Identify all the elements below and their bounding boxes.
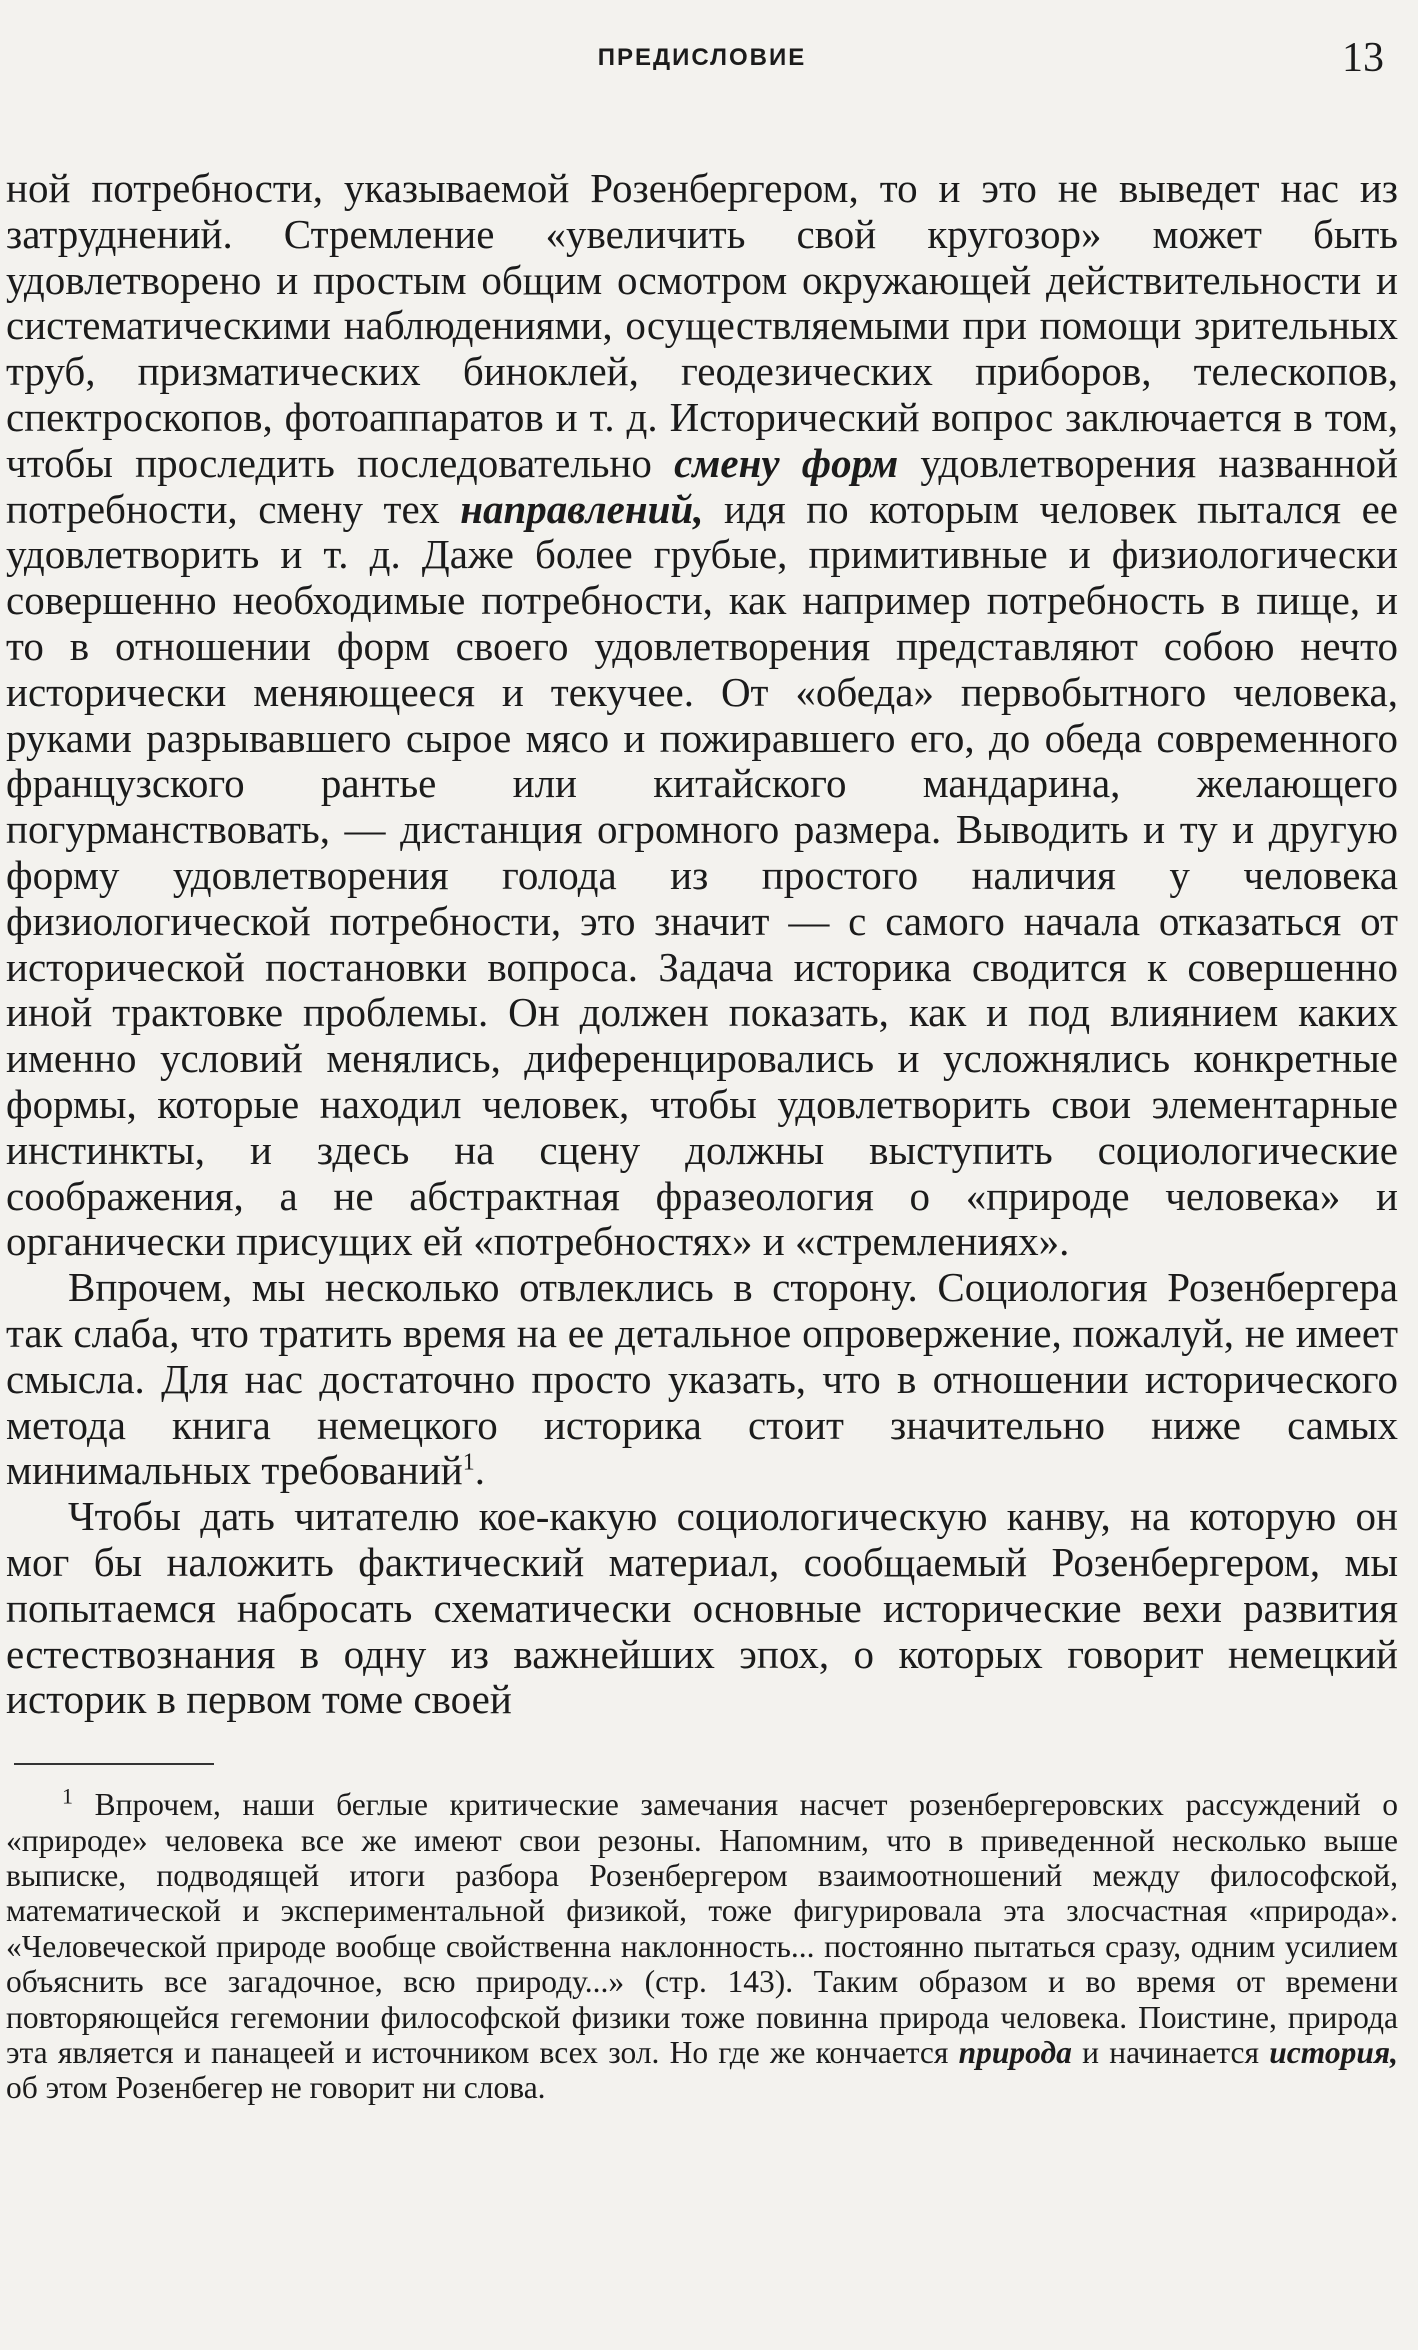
footnote-number: 1 [62,1783,73,1809]
footnote-divider [14,1763,214,1765]
emphasis-istoriya: история, [1269,2034,1398,2070]
paragraph-2: Впрочем, мы несколько отвлеклись в сторону. Социология Розенбергера так слаба, что тратить время на ее детальное опровержение, пожалуй, не имеет смысла. Для нас достаточно просто указать, что в отношении исторического метода книга немецкого историка стоит значительно ниже самых минимальных требований$^1$. [6,1264,1398,1494]
emphasis-smenu-form: смену форм [674,439,899,486]
running-title: ПРЕДИСЛОВИЕ [597,44,807,71]
running-header [6,35,1398,98]
page-number: 13 [1342,35,1384,81]
paragraph-1: ной потребности, указываемой Розенбергером, то и это не выведет нас из затруднений. Стремление «увеличить свой кругозор» может быть удовлетворено и простым общим осмотром окружающей действительности и систематическими наблюдениями, осуществляемыми при помощи зрительных труб, призматических биноклей, геодезических приборов, телескопов, спектроскопов, фотоаппаратов и т. д. Исторический вопрос заключается в том, чтобы проследить последовательно смену форм удовлетворения названной потребности, смену тех направлений, идя по которым человек пытался ее удовлетворить и т. д. Даже более грубые, примитивные и физиологически совершенно необходимые потребности, как например потребность в пище, и то в отношении форм своего удовлетворения представляют собою нечто исторически меняющееся и текучее. От «обеда» первобытного человека, руками разрывавшего сырое мясо и пожиравшего его, до обеда современного французского рантье или китайского мандарина, желающего погурманствовать, — дистанция огромного размера. Выводить и ту и другую форму удовлетворения голода из простого наличия у человека физиологической потребности, это значит — с самого начала отказаться от исторической постановки вопроса. Задача историка сводится к совершенно иной трактовке проблемы. Он должен показать, как и под влиянием каких именно условий менялись, диференцировались и усложнялись конкретные формы, которые находил человек, чтобы удовлетворить свои элементарные инстинкты, и здесь на сцену должны выступить социологические соображения, а не абстрактная фразеология о «природе человека» и органически присущих ей «потребностях» и «стремлениях». [6,165,1398,1265]
footnote-reference[interactable]: 1 [462,1449,475,1476]
emphasis-napravleniy: направлений, [460,485,704,532]
emphasis-priroda: природа [958,2034,1072,2070]
footnote-1: $^1$ Впрочем, наши беглые критические замечания насчет розенбергеровских рассуждений о «природе» человека все же имеют свои резоны. Напомним, что в приведенной несколько выше выписке, подводящей итоги разбора Розенбергером взаимоотношений между философской, математической и экспериментальной физикой, тоже фигурировала эта злосчастная «природа». «Человеческой природе вообще свойственна наклонность... постоянно пытаться сразу, одним усилием объяснить все загадочное, всю природу...» (стр. 143). Таким образом и во время от времени повторяющейся гегемонии философской физики тоже повинна природа человека. Поистине, природа эта является и панацеей и источником всех зол. Но где же кончается природа и начинается история, об этом Розенбегер не говорит ни слова. [6,1783,1398,2106]
main-text [6,166,1398,1723]
paragraph-3: Чтобы дать читателю кое-какую социологическую канву, на которую он мог бы наложить фактический материал, сообщаемый Розенбергером, мы попытаемся набросать схематически основные исторические вехи развития естествознания в одну из важнейших эпох, о которых говорит немецкий историк в первом томе своей [6,1493,1398,1723]
